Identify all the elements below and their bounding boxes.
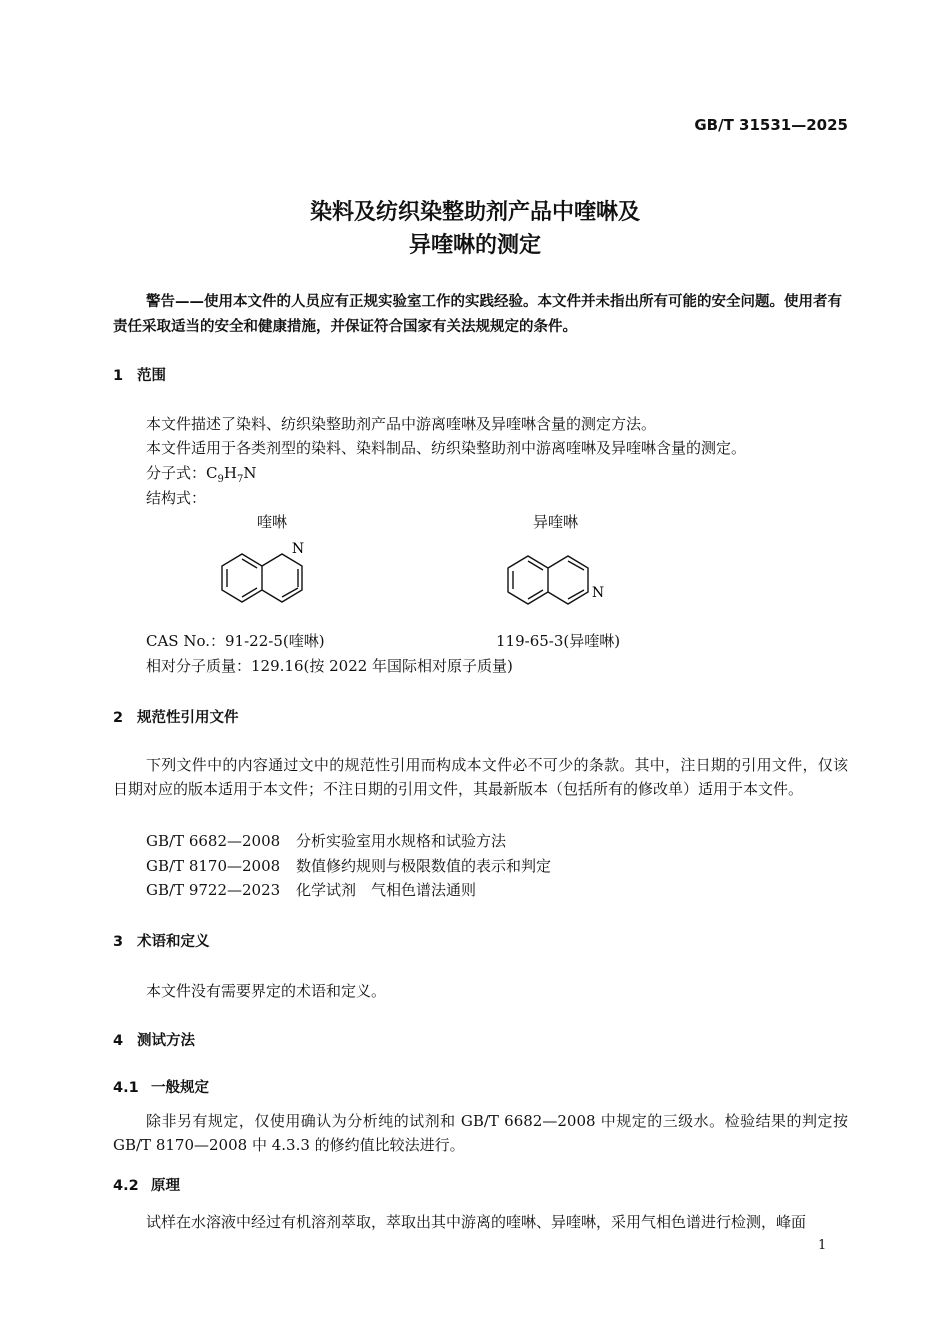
isoquinoline-name: 异喹啉 (533, 513, 579, 531)
isoquinoline-cas: 119-65-3(异喹啉) (496, 632, 621, 650)
section-title: 范围 (137, 368, 166, 384)
terms-statement: 本文件没有需要界定的术语和定义。 (146, 982, 387, 1000)
isoquinoline-structure (498, 548, 624, 620)
general-provisions-text: 除非另有规定，仅使用确认为分析纯的试剂和 GB/T 6682—2008 中规定的三级水。检验结果的判定按 GB/T 8170—2008 中 4.3.3 的修约值比较法进行。 (113, 1112, 848, 1154)
subsection-title: 一般规定 (151, 1080, 209, 1096)
document-title-line1: 染料及纺织染整助剂产品中喹啉及 (309, 200, 640, 225)
formula-h-sub: 7 (236, 474, 244, 485)
reference-item (146, 830, 506, 851)
reference-code: GB/T 9722—2023 (146, 881, 281, 899)
scope-paragraph-2: 本文件适用于各类剂型的染料、染料制品、纺织染整助剂中游离喹啉及异喹啉含量的测定。 (146, 439, 747, 457)
quinoline-name: 喹啉 (257, 513, 288, 531)
section-number: 1 (113, 368, 124, 384)
section-4-heading (113, 1029, 195, 1050)
section-2-heading (113, 706, 239, 727)
subsection-title: 原理 (151, 1178, 180, 1194)
section-title: 测试方法 (137, 1033, 195, 1049)
section-title: 规范性引用文件 (137, 710, 239, 726)
reference-title: 分析实验室用水规格和试验方法 (296, 832, 507, 850)
scope-paragraph-1: 本文件描述了染料、纺织染整助剂产品中游离喹啉及异喹啉含量的测定方法。 (146, 415, 657, 433)
document-title-line2: 异喹啉的测定 (408, 233, 541, 258)
reference-code: GB/T 6682—2008 (146, 832, 281, 850)
section-number: 2 (113, 710, 124, 726)
page-number: 1 (818, 1238, 827, 1253)
section-title: 术语和定义 (137, 934, 210, 950)
isoquinoline-nitrogen: N (591, 585, 605, 601)
quinoline-structure (210, 536, 336, 614)
section-number: 3 (113, 934, 124, 950)
reference-title: 化学试剂 气相色谱法通则 (296, 881, 477, 899)
formula-n: N (243, 464, 257, 482)
section-4-2-heading (113, 1174, 180, 1195)
standard-number: GB/T 31531—2025 (694, 116, 848, 134)
section-3-heading (113, 930, 210, 951)
quinoline-nitrogen: N (291, 541, 305, 557)
normative-references-intro: 下列文件中的内容通过文中的规范性引用而构成本文件必不可少的条款。其中，注日期的引用文件，仅该日期对应的版本适用于本文件；不注日期的引用文件，其最新版本（包括所有的修改单）适用于本文件。 (113, 756, 848, 798)
structure-label: 结构式： (146, 489, 207, 507)
reference-item (146, 855, 551, 876)
reference-code: GB/T 8170—2008 (146, 857, 281, 875)
reference-item (146, 879, 476, 900)
formula-c-sub: 9 (217, 474, 224, 485)
molecular-formula (146, 462, 256, 485)
section-1-heading (113, 364, 166, 385)
section-4-1-heading (113, 1076, 209, 1097)
formula-label: 分子式： (146, 464, 207, 482)
section-number: 4 (113, 1033, 124, 1049)
reference-title: 数值修约规则与极限数值的表示和判定 (296, 857, 552, 875)
formula-h: H (223, 464, 237, 482)
formula-c: C (206, 464, 218, 482)
subsection-number: 4.2 (113, 1178, 139, 1194)
principle-text: 试样在水溶液中经过有机溶剂萃取，萃取出其中游离的喹啉、异喹啉，采用气相色谱进行检测，峰面 (146, 1213, 807, 1231)
subsection-number: 4.1 (113, 1080, 139, 1096)
quinoline-cas: CAS No.：91-22-5(喹啉) (146, 632, 325, 650)
molecular-mass: 相对分子质量：129.16(按 2022 年国际相对原子质量) (146, 657, 513, 675)
safety-warning: 警告——使用本文件的人员应有正规实验室工作的实践经验。本文件并未指出所有可能的安全问题。使用者有责任采取适当的安全和健康措施，并保证符合国家有关法规规定的条件。 (113, 294, 842, 335)
